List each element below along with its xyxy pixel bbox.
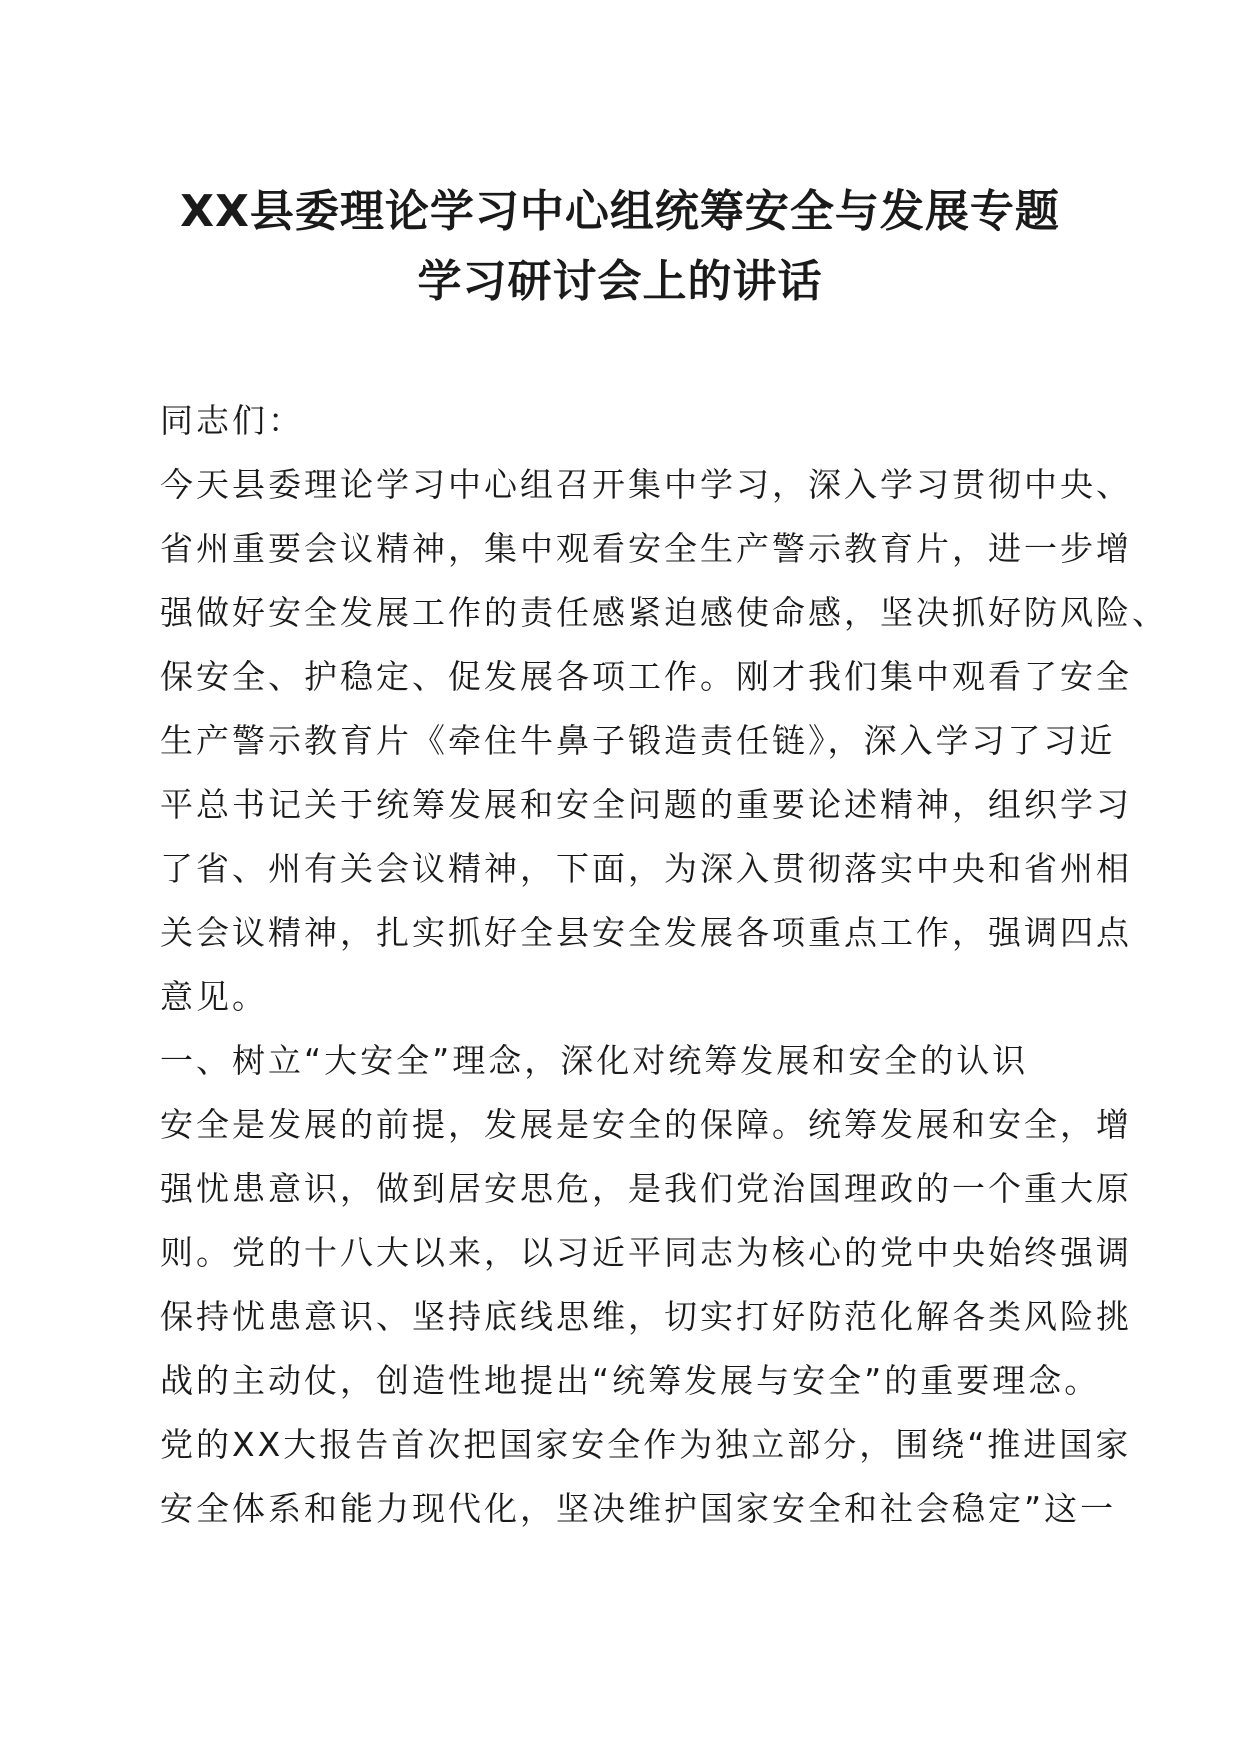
title-line-1: XX县委理论学习中心组统筹安全与发展专题 — [180, 186, 1060, 237]
paragraph-line: 关会议精神，扎实抓好全县安全发展各项重点工作，强调四点 — [160, 913, 1132, 952]
document-body — [160, 389, 1168, 1541]
paragraph-line: 生产警示教育片《牵住牛鼻子锻造责任链》，深入学习了习近 — [160, 721, 1116, 760]
paragraph-line: 战的主动仗，创造性地提出“统筹发展与安全”的重要理念。 — [160, 1361, 1101, 1400]
paragraph-section-1 — [160, 1093, 1132, 1541]
paragraph-line: 意见。 — [160, 977, 268, 1016]
paragraph-line: 安全是发展的前提，发展是安全的保障。统筹发展和安全，增 — [160, 1105, 1132, 1144]
paragraph-line: 保持忧患意识、坚持底线思维，切实打好防范化解各类风险挑 — [160, 1297, 1132, 1336]
paragraph-line: 党的XX大报告首次把国家安全作为独立部分，围绕“推进国家 — [160, 1425, 1132, 1464]
paragraph-line: 平总书记关于统筹发展和安全问题的重要论述精神，组织学习 — [160, 785, 1132, 824]
paragraph-line: 强做好安全发展工作的责任感紧迫感使命感，坚决抓好防风险、 — [160, 593, 1168, 632]
paragraph-intro — [160, 453, 1168, 1029]
paragraph-line: 安全体系和能力现代化，坚决维护国家安全和社会稳定”这一 — [160, 1489, 1117, 1528]
paragraph-line: 省州重要会议精神，集中观看安全生产警示教育片，进一步增 — [160, 529, 1132, 568]
paragraph-line: 今天县委理论学习中心组召开集中学习，深入学习贯彻中央、 — [160, 465, 1132, 504]
paragraph-line: 了省、州有关会议精神，下面，为深入贯彻落实中央和省州相 — [160, 849, 1132, 888]
salutation: 同志们： — [160, 401, 304, 440]
paragraph-line: 保安全、护稳定、促发展各项工作。刚才我们集中观看了安全 — [160, 657, 1132, 696]
paragraph-line: 强忧患意识，做到居安思危，是我们党治国理政的一个重大原 — [160, 1169, 1132, 1208]
title-line-2: 学习研讨会上的讲话 — [417, 256, 823, 307]
document-title — [0, 186, 1240, 320]
section-heading: 一、树立“大安全”理念，深化对统筹发展和安全的认识 — [160, 1041, 1029, 1080]
paragraph-line: 则。党的十八大以来，以习近平同志为核心的党中央始终强调 — [160, 1233, 1132, 1272]
